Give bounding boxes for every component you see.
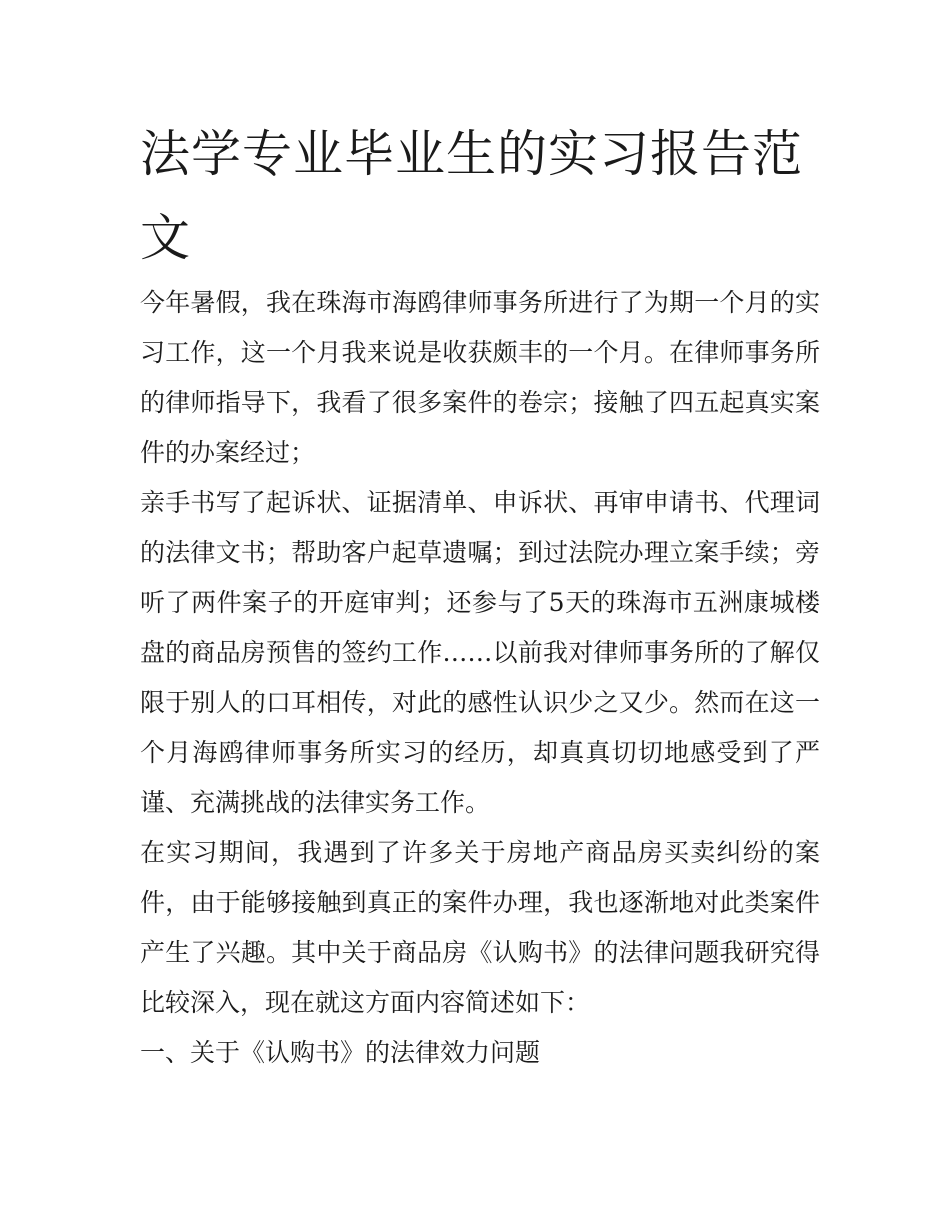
document-body [140,278,820,1078]
paragraph-cases: 在实习期间，我遇到了许多关于房地产商品房买卖纠纷的案件，由于能够接触到真正的案件办理，我也逐渐地对此类案件产生了兴趣。其中关于商品房《认购书》的法律问题我研究得比较深入，现在就这方面内容简述如下： [140,838,820,1017]
document-title: 法学专业毕业生的实习报告范文 [140,125,803,267]
section-heading: 一、关于《认购书》的法律效力问题 [140,1038,541,1067]
paragraph-experience: 亲手书写了起诉状、证据清单、申诉状、再审申请书、代理词的法律文书；帮助客户起草遗嘱；到过法院办理立案手续；旁听了两件案子的开庭审判；还参与了5天的珠海市五洲康城楼盘的商品房预售的签约工作……以前我对律师事务所的了解仅限于别人的口耳相传，对此的感性认识少之又少。然而在这一个月海鸥律师事务所实习的经历，却真真切切地感受到了严谨、充满挑战的法律实务工作。 [140,488,820,817]
paragraph-intro: 今年暑假，我在珠海市海鸥律师事务所进行了为期一个月的实习工作，这一个月我来说是收获颇丰的一个月。在律师事务所的律师指导下，我看了很多案件的卷宗；接触了四五起真实案件的办案经过； [140,288,820,467]
